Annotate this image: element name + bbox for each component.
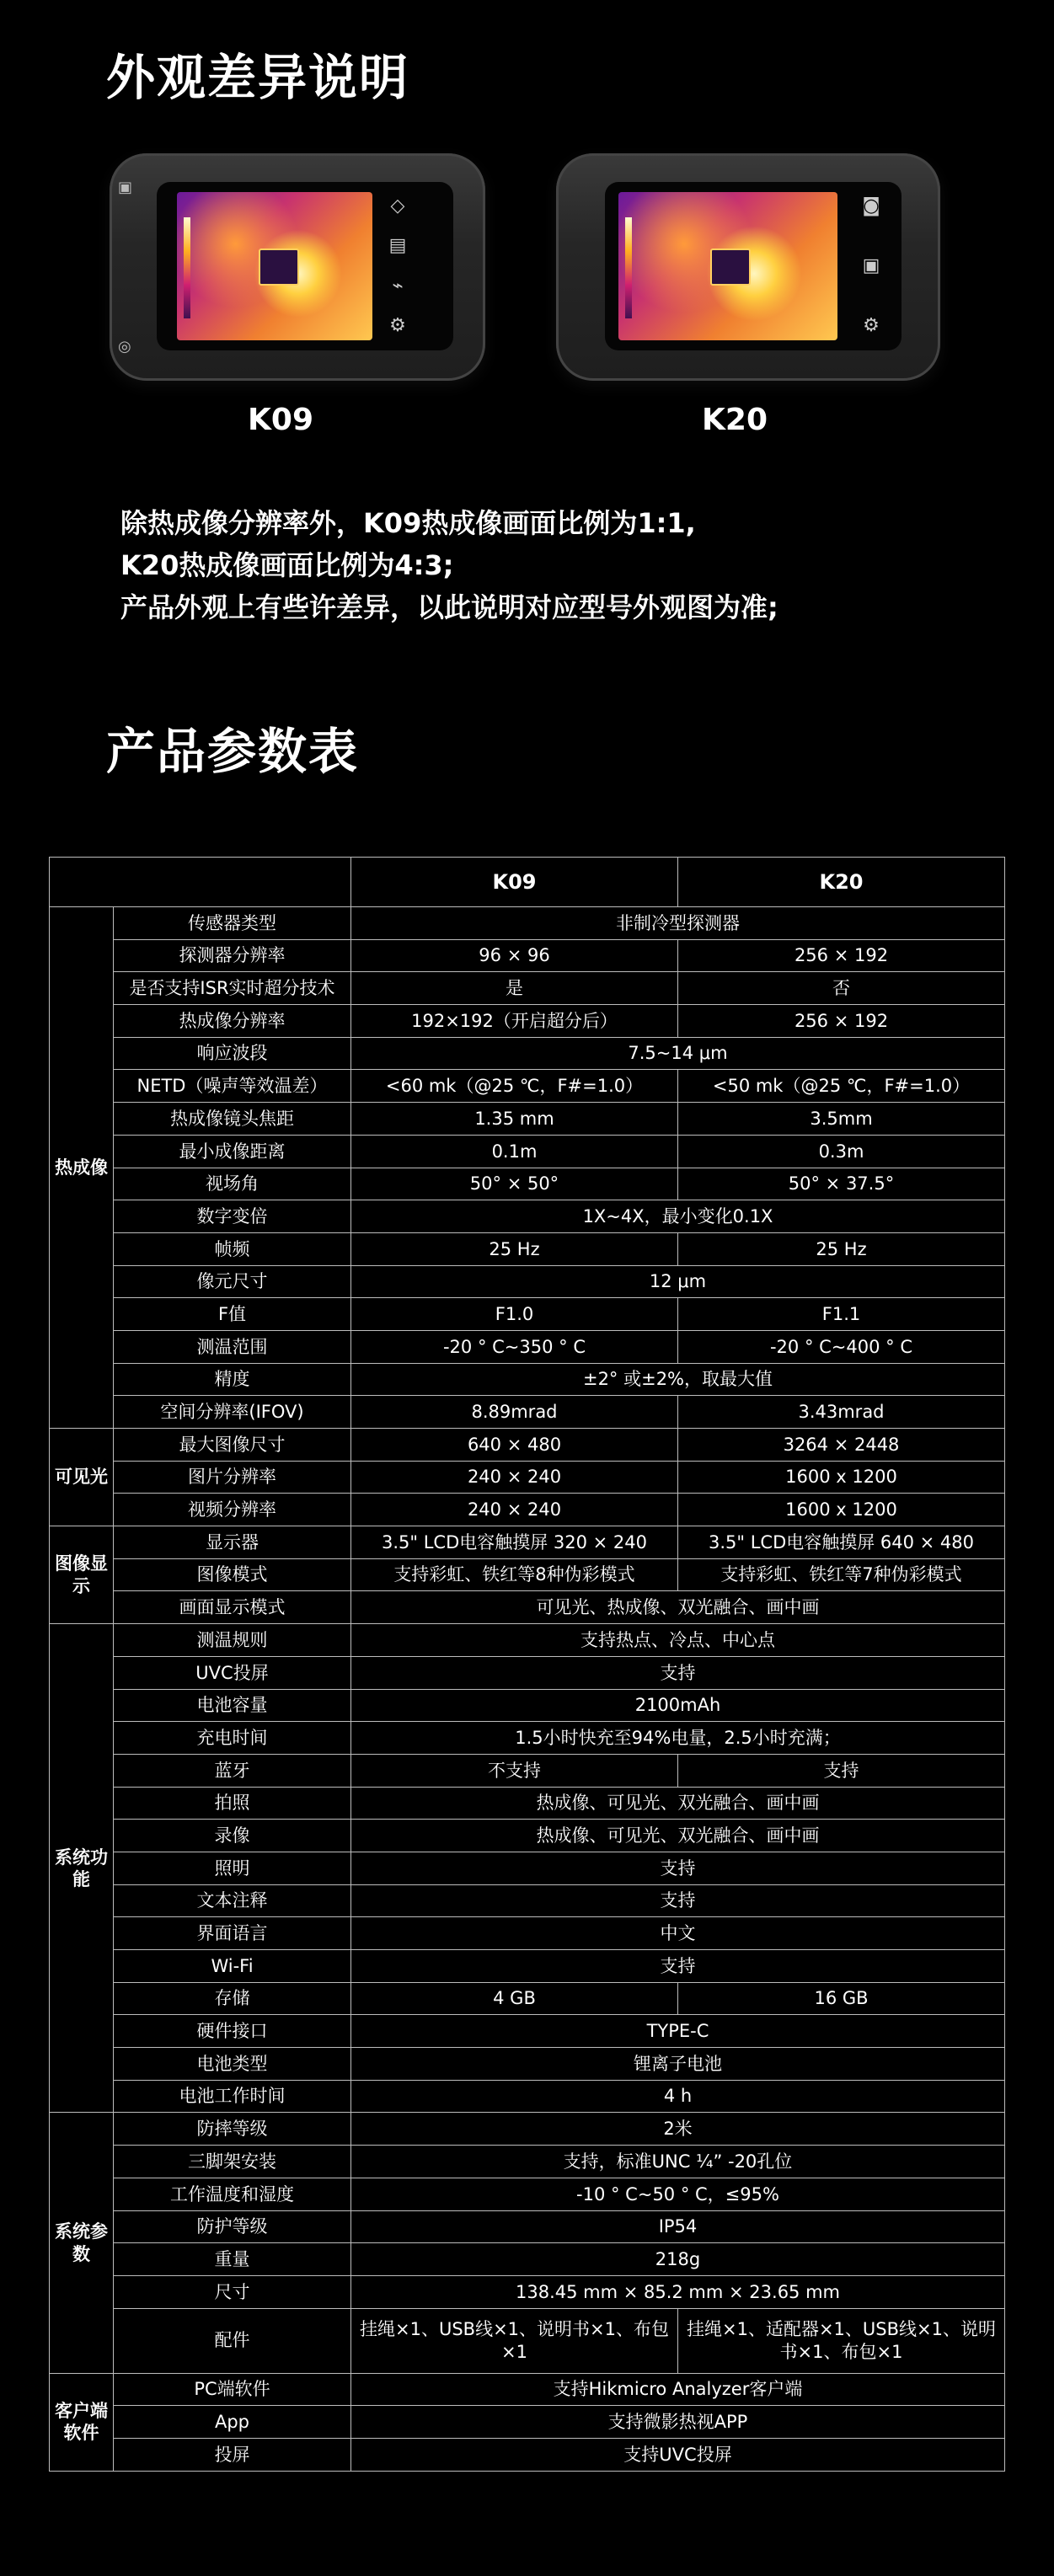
difference-note-line: K20热成像画面比例为4:3;	[120, 549, 454, 581]
spec-row	[50, 907, 1005, 940]
spec-row	[50, 1787, 1005, 1820]
spec-row	[50, 1591, 1005, 1624]
spec-shared-value-cell: 支持，标准UNC ¼” -20孔位	[351, 2146, 1005, 2178]
temperature-scale-bar	[625, 217, 632, 318]
gallery-icon: ▣	[118, 179, 133, 196]
spec-table	[49, 857, 1005, 2472]
spec-shared-value-cell: 138.45 mm × 85.2 mm × 23.65 mm	[351, 2275, 1005, 2308]
spec-row	[50, 1298, 1005, 1331]
home-icon: ◎	[118, 338, 131, 355]
spec-k09-value-cell: 192×192（开启超分后）	[351, 1005, 678, 1038]
spec-row	[50, 939, 1005, 972]
spec-k20-value-cell: 否	[678, 972, 1005, 1005]
spec-shared-value-cell: 非制冷型探测器	[351, 907, 1005, 940]
camera-icon: ▤	[388, 235, 407, 257]
header-k20: K20	[678, 858, 1005, 907]
spec-row	[50, 1852, 1005, 1884]
difference-note-line: 产品外观上有些许差异，以此说明对应型号外观图为准;	[120, 591, 778, 623]
spec-row	[50, 1103, 1005, 1136]
spec-row	[50, 1722, 1005, 1755]
k09-thermal-image	[177, 192, 372, 340]
spec-label-cell: 工作温度和湿度	[114, 2178, 351, 2210]
k09-device-image	[110, 153, 485, 381]
spec-label-cell: 像元尺寸	[114, 1265, 351, 1298]
spec-k20-value-cell: 1600 x 1200	[678, 1461, 1005, 1494]
flashlight-icon: ⌁	[392, 275, 404, 297]
spec-k20-value-cell: 3.43mrad	[678, 1396, 1005, 1429]
spec-row	[50, 1656, 1005, 1689]
spec-row	[50, 1526, 1005, 1559]
spec-shared-value-cell: 热成像、可见光、双光融合、画中画	[351, 1787, 1005, 1820]
spec-label-cell: 重量	[114, 2243, 351, 2276]
k09-screen	[157, 182, 453, 350]
spec-label-cell: 界面语言	[114, 1917, 351, 1950]
spec-shared-value-cell: 支持	[351, 1852, 1005, 1884]
spec-label-cell: 电池容量	[114, 1689, 351, 1722]
spec-label-cell: 三脚架安装	[114, 2146, 351, 2178]
spec-row	[50, 2015, 1005, 2048]
spec-label-cell: 图像模式	[114, 1558, 351, 1591]
spec-k20-value-cell: <50 mk（@25 ℃，F#=1.0）	[678, 1070, 1005, 1103]
camera-icon: ◙	[862, 195, 880, 216]
spec-label-cell: 图片分辨率	[114, 1461, 351, 1494]
k20-label: K20	[702, 403, 768, 437]
spec-row	[50, 1494, 1005, 1526]
spec-k20-value-cell: 3264 × 2448	[678, 1429, 1005, 1462]
spec-row	[50, 1168, 1005, 1200]
spec-shared-value-cell: 支持热点、冷点、中心点	[351, 1624, 1005, 1657]
spec-label-cell: 电池工作时间	[114, 2080, 351, 2113]
gallery-icon: ▣	[862, 255, 880, 276]
spec-row	[50, 1884, 1005, 1917]
spec-k20-value-cell: 0.3m	[678, 1135, 1005, 1168]
spec-label-cell: 是否支持ISR实时超分技术	[114, 972, 351, 1005]
spec-row	[50, 2146, 1005, 2178]
spec-row	[50, 1200, 1005, 1233]
spec-category-cell: 热成像	[50, 907, 114, 1429]
spec-row	[50, 1820, 1005, 1852]
spec-shared-value-cell: 4 h	[351, 2080, 1005, 2113]
spec-shared-value-cell: 支持	[351, 1950, 1005, 1983]
spec-k20-value-cell: 25 Hz	[678, 1232, 1005, 1265]
spec-label-cell: 帧频	[114, 1232, 351, 1265]
spec-row	[50, 2406, 1005, 2439]
spec-row	[50, 2178, 1005, 2210]
spec-shared-value-cell: -10 ° C~50 ° C，≤95%	[351, 2178, 1005, 2210]
spec-shared-value-cell: ±2° 或±2%，取最大值	[351, 1363, 1005, 1396]
spec-category-cell: 可见光	[50, 1429, 114, 1526]
spec-shared-value-cell: 1.5小时快充至94%电量，2.5小时充满；	[351, 1722, 1005, 1755]
spec-row	[50, 1689, 1005, 1722]
spec-row	[50, 1624, 1005, 1657]
spec-k20-value-cell: 挂绳×1、适配器×1、USB线×1、说明书×1、布包×1	[678, 2308, 1005, 2373]
spec-shared-value-cell: 1X~4X，最小变化0.1X	[351, 1200, 1005, 1233]
spec-shared-value-cell: 支持微影热视APP	[351, 2406, 1005, 2439]
spec-row	[50, 2373, 1005, 2406]
spec-label-cell: 硬件接口	[114, 2015, 351, 2048]
spec-category-cell: 系统参数	[50, 2113, 114, 2373]
spec-k09-value-cell: 240 × 240	[351, 1461, 678, 1494]
spec-row	[50, 2210, 1005, 2243]
settings-icon: ⚙	[863, 315, 880, 336]
spec-label-cell: 响应波段	[114, 1037, 351, 1070]
spec-shared-value-cell: 7.5~14 μm	[351, 1037, 1005, 1070]
spec-shared-value-cell: 支持UVC投屏	[351, 2438, 1005, 2471]
spec-label-cell: 最大图像尺寸	[114, 1429, 351, 1462]
spec-k09-value-cell: 1.35 mm	[351, 1103, 678, 1136]
spec-label-cell: 探测器分辨率	[114, 939, 351, 972]
spec-k09-value-cell: 240 × 240	[351, 1494, 678, 1526]
spec-shared-value-cell: 12 μm	[351, 1265, 1005, 1298]
spec-label-cell: 电池类型	[114, 2048, 351, 2081]
spec-row	[50, 1070, 1005, 1103]
spec-k09-value-cell: <60 mk（@25 ℃，F#=1.0）	[351, 1070, 678, 1103]
k20-device-image	[556, 153, 940, 381]
spec-k20-value-cell: 50° × 37.5°	[678, 1168, 1005, 1200]
spec-row	[50, 1558, 1005, 1591]
spec-k09-value-cell: 640 × 480	[351, 1429, 678, 1462]
header-k09: K09	[351, 858, 678, 907]
spec-label-cell: 充电时间	[114, 1722, 351, 1755]
spec-label-cell: NETD（噪声等效温差）	[114, 1070, 351, 1103]
spec-k20-value-cell: 256 × 192	[678, 939, 1005, 972]
spec-row	[50, 1429, 1005, 1462]
spec-label-cell: 热成像分辨率	[114, 1005, 351, 1038]
spec-category-cell: 图像显示	[50, 1526, 114, 1624]
spec-k09-value-cell: 0.1m	[351, 1135, 678, 1168]
appearance-title: 外观差异说明	[106, 49, 410, 106]
spec-shared-value-cell: 可见光、热成像、双光融合、画中画	[351, 1591, 1005, 1624]
spec-k20-value-cell: 256 × 192	[678, 1005, 1005, 1038]
temperature-scale-bar	[184, 217, 190, 318]
spec-category-cell: 系统功能	[50, 1624, 114, 2113]
k09-left-icons	[118, 179, 132, 355]
spec-label-cell: App	[114, 2406, 351, 2439]
spec-k09-value-cell: 支持彩虹、铁红等8种伪彩模式	[351, 1558, 678, 1591]
spec-row	[50, 1135, 1005, 1168]
k09-side-icons	[381, 197, 415, 335]
spec-row	[50, 1265, 1005, 1298]
spec-shared-value-cell: 锂离子电池	[351, 2048, 1005, 2081]
spec-label-cell: 视频分辨率	[114, 1494, 351, 1526]
spec-label-cell: 防摔等级	[114, 2113, 351, 2146]
spec-k09-value-cell: 96 × 96	[351, 939, 678, 972]
spec-row	[50, 2243, 1005, 2276]
spec-k09-value-cell: -20 ° C~350 ° C	[351, 1330, 678, 1363]
spec-label-cell: 画面显示模式	[114, 1591, 351, 1624]
spec-k09-value-cell: 4 GB	[351, 1982, 678, 2015]
spec-label-cell: F值	[114, 1298, 351, 1331]
spec-shared-value-cell: TYPE-C	[351, 2015, 1005, 2048]
spec-label-cell: 视场角	[114, 1168, 351, 1200]
spec-k20-value-cell: 1600 x 1200	[678, 1494, 1005, 1526]
spec-row	[50, 1005, 1005, 1038]
spec-label-cell: Wi-Fi	[114, 1950, 351, 1983]
spec-row	[50, 2048, 1005, 2081]
spec-shared-value-cell: 热成像、可见光、双光融合、画中画	[351, 1820, 1005, 1852]
spec-row	[50, 1982, 1005, 2015]
spec-header-row	[50, 858, 1005, 907]
spec-label-cell: 尺寸	[114, 2275, 351, 2308]
spec-row	[50, 1330, 1005, 1363]
spec-row	[50, 2275, 1005, 2308]
spec-label-cell: 精度	[114, 1363, 351, 1396]
spec-row	[50, 2080, 1005, 2113]
spec-k20-value-cell: 3.5mm	[678, 1103, 1005, 1136]
spec-k09-value-cell: F1.0	[351, 1298, 678, 1331]
header-blank-cell	[50, 858, 351, 907]
specs-title: 产品参数表	[106, 723, 360, 780]
spec-label-cell: 数字变倍	[114, 1200, 351, 1233]
spec-k09-value-cell: 25 Hz	[351, 1232, 678, 1265]
spec-k20-value-cell: -20 ° C~400 ° C	[678, 1330, 1005, 1363]
spec-label-cell: 照明	[114, 1852, 351, 1884]
spec-row	[50, 1363, 1005, 1396]
spec-row	[50, 2113, 1005, 2146]
spec-k09-value-cell: 不支持	[351, 1754, 678, 1787]
spec-row	[50, 2308, 1005, 2373]
spec-category-cell: 客户端软件	[50, 2373, 114, 2471]
spec-label-cell: 显示器	[114, 1526, 351, 1559]
spec-label-cell: 传感器类型	[114, 907, 351, 940]
spec-k20-value-cell: 16 GB	[678, 1982, 1005, 2015]
spec-label-cell: 存储	[114, 1982, 351, 2015]
spec-row	[50, 1917, 1005, 1950]
spec-label-cell: PC端软件	[114, 2373, 351, 2406]
spec-shared-value-cell: IP54	[351, 2210, 1005, 2243]
spec-label-cell: 测温范围	[114, 1330, 351, 1363]
spec-label-cell: 蓝牙	[114, 1754, 351, 1787]
spec-shared-value-cell: 2100mAh	[351, 1689, 1005, 1722]
circuit-chip-image	[710, 249, 751, 286]
difference-note-line: 除热成像分辨率外，K09热成像画面比例为1:1,	[120, 507, 696, 539]
spec-shared-value-cell: 支持	[351, 1884, 1005, 1917]
spec-label-cell: 投屏	[114, 2438, 351, 2471]
spec-label-cell: 文本注释	[114, 1884, 351, 1917]
spec-row	[50, 1950, 1005, 1983]
spec-label-cell: 热成像镜头焦距	[114, 1103, 351, 1136]
spec-label-cell: 拍照	[114, 1787, 351, 1820]
spec-row	[50, 2438, 1005, 2471]
spec-label-cell: 录像	[114, 1820, 351, 1852]
spec-k20-value-cell: 支持彩虹、铁红等7种伪彩模式	[678, 1558, 1005, 1591]
spec-k09-value-cell: 8.89mrad	[351, 1396, 678, 1429]
spec-row	[50, 1754, 1005, 1787]
spec-label-cell: 空间分辨率(IFOV)	[114, 1396, 351, 1429]
spec-label-cell: 配件	[114, 2308, 351, 2373]
spec-k09-value-cell: 挂绳×1、USB线×1、说明书×1、布包×1	[351, 2308, 678, 2373]
spec-shared-value-cell: 2米	[351, 2113, 1005, 2146]
spec-table-body	[50, 858, 1005, 2472]
spec-shared-value-cell: 支持Hikmicro Analyzer客户端	[351, 2373, 1005, 2406]
spec-label-cell: UVC投屏	[114, 1656, 351, 1689]
spec-k09-value-cell: 3.5" LCD电容触摸屏 320 × 240	[351, 1526, 678, 1559]
spec-k20-value-cell: F1.1	[678, 1298, 1005, 1331]
spec-row	[50, 1396, 1005, 1429]
spec-label-cell: 防护等级	[114, 2210, 351, 2243]
spec-row	[50, 972, 1005, 1005]
spec-k09-value-cell: 是	[351, 972, 678, 1005]
spec-row	[50, 1232, 1005, 1265]
spec-label-cell: 最小成像距离	[114, 1135, 351, 1168]
spec-row	[50, 1037, 1005, 1070]
circuit-chip-image	[259, 249, 299, 286]
spec-k20-value-cell: 支持	[678, 1754, 1005, 1787]
spec-row	[50, 1461, 1005, 1494]
spec-k20-value-cell: 3.5" LCD电容触摸屏 640 × 480	[678, 1526, 1005, 1559]
spec-label-cell: 测温规则	[114, 1624, 351, 1657]
settings-icon: ⚙	[389, 314, 406, 336]
k09-label: K09	[248, 403, 313, 437]
spec-shared-value-cell: 218g	[351, 2243, 1005, 2276]
spec-k09-value-cell: 50° × 50°	[351, 1168, 678, 1200]
spec-shared-value-cell: 支持	[351, 1656, 1005, 1689]
k20-side-icons	[854, 197, 888, 335]
diamond-icon: ◇	[390, 195, 405, 216]
k20-thermal-image	[618, 192, 837, 340]
k20-screen	[605, 182, 902, 350]
spec-shared-value-cell: 中文	[351, 1917, 1005, 1950]
